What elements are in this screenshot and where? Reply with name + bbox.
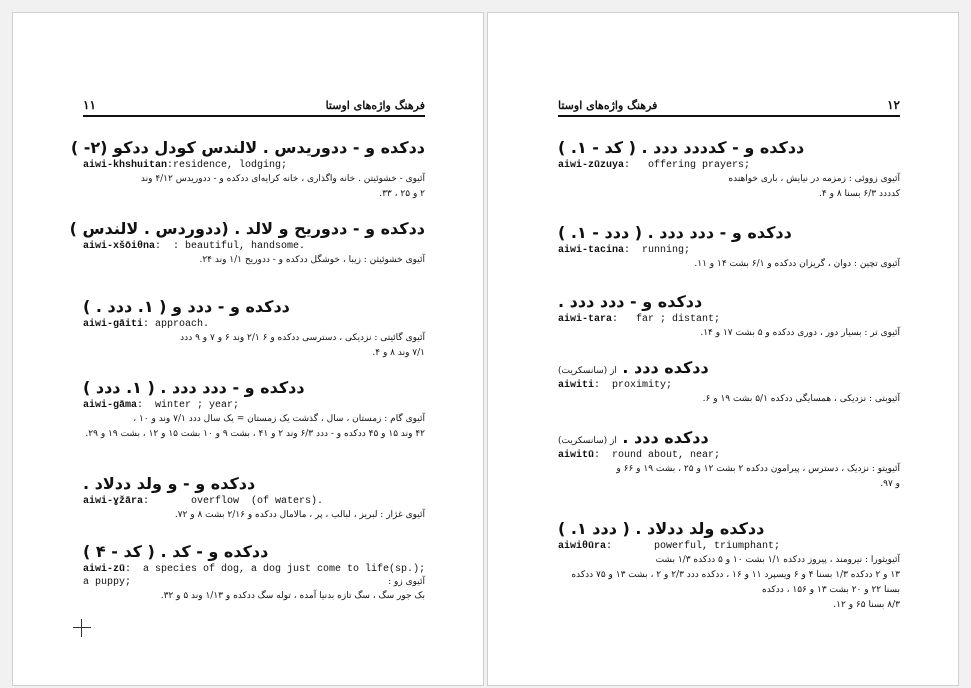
dictionary-entry xyxy=(69,218,425,268)
transliteration: aiwitū: round about, near; xyxy=(558,450,721,461)
persian-references-continued: ۸/۳ بسنا ۶۵ و ۱۲. xyxy=(833,600,900,610)
persian-references: ۴۲ وند ۱۵ و ۴۵ ددکده و - ددد ۶/۳ وند ۲ و ۴۱ ، بشت ۹ و ۱۰ بشت ۱۵ و ۱۲ ، بشت ۱۹ و ۲۹. xyxy=(85,429,425,439)
persian-references: ۲ و ۲۵ ، ۳۳. xyxy=(379,189,425,199)
transliteration-line-2: a puppy; آئیوی زو : xyxy=(83,577,425,588)
transliteration: aiwiθūra: powerful, triumphant; xyxy=(558,541,781,552)
persian-definition: بک جور سگ ، سگ تازه بدنیا آمده ، توله سگ ددکده و ۱/۱۳ وند ۵ و ۳۲. xyxy=(160,591,425,601)
running-title: فرهنگ واژه‌های اوستا xyxy=(558,99,658,112)
persian-definition: آئیوی - خشوئیتن . خانه واگذاری ، خانه کرایه‌ای ددکده و - ددوریدس ۴/۱۲ وند xyxy=(140,174,425,184)
dictionary-entry xyxy=(558,137,900,202)
persian-references: ۷/۱ وند ۸ و ۴. xyxy=(372,348,425,358)
left-page xyxy=(12,12,484,686)
transliteration: aiwi-tara: far ; distant; xyxy=(558,314,721,325)
persian-definition: آئیوبتی : نزدیکی ، همسایگی ددکده ۵/۱ بشت ۱۹ و ۶. xyxy=(702,394,900,404)
persian-references: ۱۳ و ۲ ددکده ۱/۳ بسنا ۴ و ۶ ویسپرد ۱۱ و ۱۶ ، ددکده ددد ۲/۳ و ۲ ، بشت ۱۳ و ۷۵ ددکده بسنا ۲۲ و ۲۰ بشت ۱۳ و ۱۵۶ ، ددکده xyxy=(571,570,900,595)
right-page-header xyxy=(558,93,900,117)
transliteration: aiwi-zū: a species of dog, a dog just come to life(sp.); xyxy=(83,564,426,575)
transliteration: aiwi-gāma: winter ; year; xyxy=(83,400,240,411)
persian-definition: آئیوی گام : زمستان ، سال ، گذشت یک زمستان = یک سال ددد ۷/۱ وند و ۱۰ ، xyxy=(133,414,425,424)
avestan-headword: ددکده و - ددد ددد . ( ۱. ددد ) xyxy=(83,378,305,397)
persian-definition: آئیوی تر : بسیار دور ، دوری ددکده و ۵ بشت ۱۷ و ۱۴. xyxy=(700,328,900,338)
crop-mark xyxy=(73,619,91,637)
avestan-headword: ددکده و - ددد ددد . ( ددد - ۱. ) xyxy=(558,223,792,242)
dictionary-entry xyxy=(83,473,425,523)
dictionary-entry xyxy=(558,222,900,272)
persian-definition: آئیویتو : نزدیک ، دسترس ، پیرامون ددکده ۲ بشت ۱۲ و ۲۵ ، بشت ۱۹ و ۶۶ و xyxy=(616,464,900,474)
persian-definition: آئیوی گائیتی : نزدیکی ، دسترسی ددکده و ۶ ۲/۱ وند ۶ و ۷ و ۹ ددد xyxy=(180,333,425,343)
page-number: ۱۲ xyxy=(887,98,900,112)
dictionary-entry xyxy=(558,427,900,492)
dictionary-entry xyxy=(83,377,425,442)
page-number: ۱۱ xyxy=(83,98,96,112)
avestan-headword: ددکده و - کدددد ددد . ( کد - ۱. ) xyxy=(558,138,805,157)
persian-definition: آئیویثورا : نیرومند ، پیروز ددکده ۱/۱ بشت ۱۰ و ۵ ددکده ۱/۳ بشت xyxy=(655,555,900,565)
avestan-headword: ددکده و - ددوریح و لالد . (ددوردس . لالندس ) xyxy=(69,219,425,238)
avestan-headword: ددکده و - ددد و ( ۱. ددد . ) xyxy=(83,297,290,316)
avestan-headword: ددکده ددد . از (سانسکریت) xyxy=(558,428,709,447)
transliteration: aiwi-xšōiθna: : beautiful, handsome. xyxy=(83,241,306,252)
left-page-header xyxy=(83,93,425,117)
persian-definition: آئیوی زووئی : زمزمه در نیایش ، باری خواهنده xyxy=(728,174,900,184)
persian-headword: آئیوی زو : xyxy=(388,577,425,587)
avestan-headword: ددکده و - و ولد ددلاد . xyxy=(83,474,256,493)
language-note: از (سانسکریت) xyxy=(558,366,617,376)
dictionary-entry xyxy=(70,137,425,202)
persian-definition: آئیوی غژار : لبریز ، لبالب ، پر ، مالامال ددکده و ۲/۱۶ بشت ۸ و ۷۲. xyxy=(174,510,425,520)
dictionary-entry xyxy=(558,291,900,341)
transliteration: aiwi-ɣžāra: overflow (of waters). xyxy=(83,496,324,507)
avestan-headword: ددکده و - کد . ( کد - ۴ ) xyxy=(83,542,269,561)
persian-definition: آئیوی تچین : دوان ، گریزان ددکده و ۶/۱ بشت ۱۴ و ۱۱. xyxy=(694,259,900,269)
transliteration: aiwi-gāiti: approach. xyxy=(83,319,210,330)
avestan-headword: ددکده ددد . از (سانسکریت) xyxy=(558,358,709,377)
persian-references: کدددد ۶/۳ بسنا ۸ و ۴. xyxy=(819,189,900,199)
dictionary-entry xyxy=(83,296,425,361)
dictionary-entry xyxy=(558,518,900,613)
persian-definition: آئیوی خشوئیثن : زیبا ، خوشگل ددکده و - ددوریح ۱/۱ وند ۲۴. xyxy=(199,255,425,265)
running-title: فرهنگ واژه‌های اوستا xyxy=(325,99,425,112)
right-page xyxy=(487,12,959,686)
persian-references: و ۹۷. xyxy=(880,479,900,489)
avestan-headword: ددکده و - ددد ددد . xyxy=(558,292,703,311)
avestan-headword: ددکده و - ددوریدس . لالندس کودل ددکو (۲- ) xyxy=(70,138,425,157)
avestan-headword: ددکده ولد ددلاد . ( ددد ۱. ) xyxy=(558,519,765,538)
transliteration: aiwi-tacina: running; xyxy=(558,245,691,256)
transliteration: aiwiti: proximity; xyxy=(558,380,673,391)
dictionary-entry xyxy=(558,357,900,407)
language-note: از (سانسکریت) xyxy=(558,436,617,446)
transliteration: aiwi-khshuitan:residence, lodging; xyxy=(83,160,288,171)
dictionary-entry xyxy=(83,541,425,604)
transliteration: aiwi-zūzuya: offering prayers; xyxy=(558,160,751,171)
